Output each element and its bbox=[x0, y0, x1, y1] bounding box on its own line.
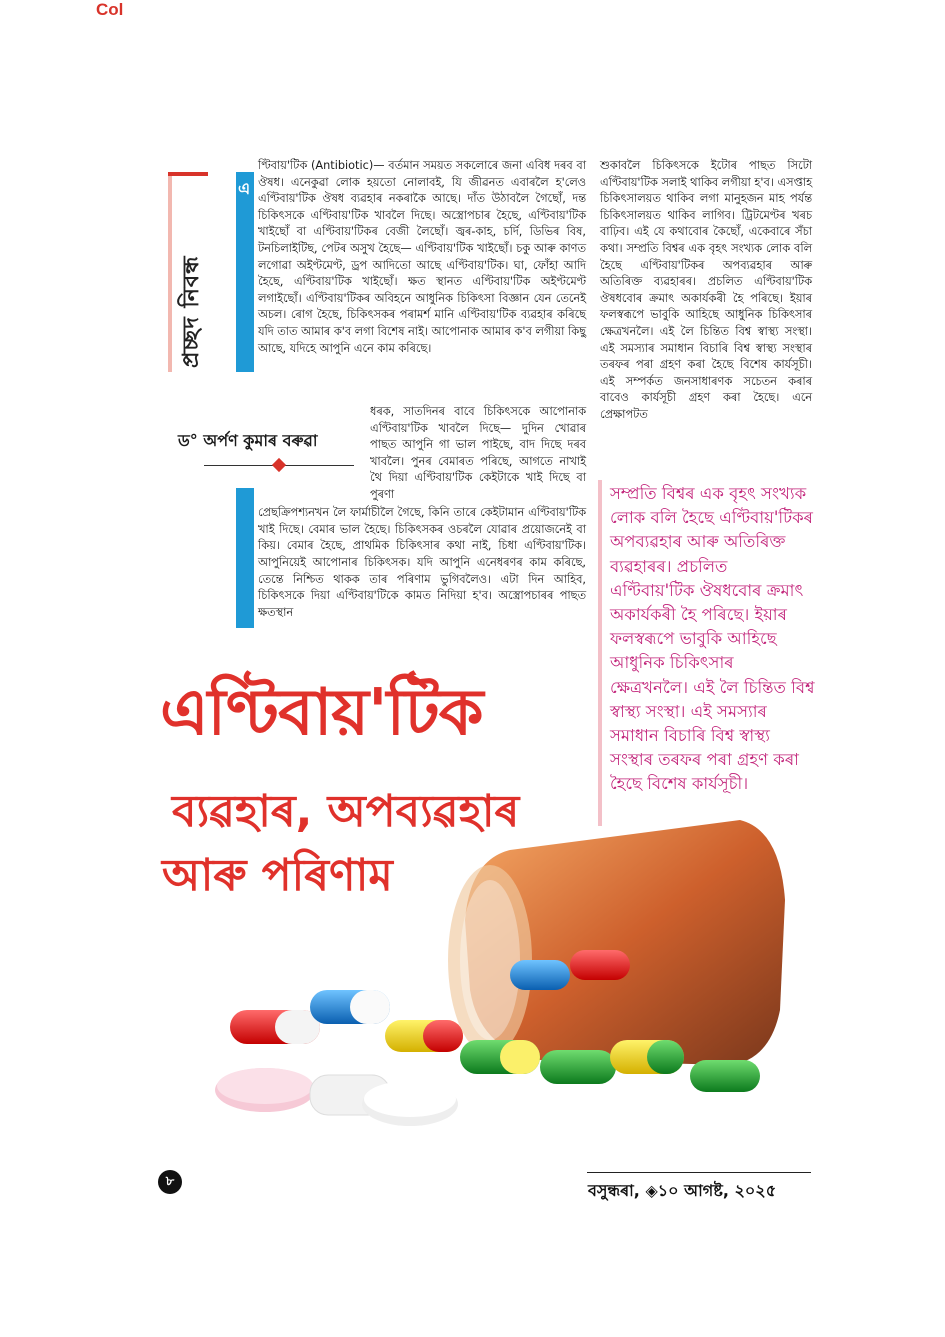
article-column-1-lower bbox=[258, 494, 586, 633]
article-column-1-continued bbox=[370, 404, 586, 504]
section-tag bbox=[168, 172, 208, 372]
bottle-icon bbox=[448, 820, 785, 1065]
pull-quote-rule bbox=[598, 480, 602, 826]
section-tag-rule bbox=[168, 172, 172, 372]
pull-quote bbox=[598, 480, 814, 826]
diamond-icon bbox=[272, 458, 286, 472]
author-byline: ড° অৰ্পণ কুমাৰ বৰুৱা bbox=[178, 431, 318, 450]
accent-bar-bottom bbox=[236, 488, 254, 628]
section-tag-label: প্ৰচ্ছদ নিবন্ধ bbox=[179, 255, 204, 368]
paragraph-continued: ধৰক, সাতদিনৰ বাবে চিকিৎসকে আপোনাক এণ্টিবায়'টিক খাবলৈ দিছে— দুদিন খোৱাৰ পাছত আপুনি গা ভাল পাইছে, বাদ দিছে দৰব খাবলৈ। পুনৰ বেমাৰত পৰিছে, আগতে নাখাই থৈ দিয়া এণ্টিবায়'টিক কেইটাকে খাই দিছে বা পুৰণা bbox=[370, 405, 586, 501]
headline-subtitle-1: ব্যৱহাৰ, অপব্যৱহাৰ bbox=[172, 786, 520, 837]
paragraph-right: শুকাবলৈ চিকিৎসকে ইটোৰ পাছত সিটো এণ্টিবায়'টিক সলাই থাকিব লগীয়া হ'ব। এসপ্তাহ চিকিৎসালয়ত থাকিব লগা মানুহজন মাহ পৰ্যন্ত চিকিৎসালয়ত থাকিব লাগিব। ট্ৰিটমেণ্টৰ খৰচ বাঢ়িব। এই যে কথাবোৰ কৈছোঁ, একেবাৰে সঁচা কথা। সম্প্ৰতি বিশ্বৰ এক বৃহৎ সংখ্যক লোক বলি হৈছে এণ্টিবায়'টিকৰ অপব্যৱহাৰ আৰু অতিৰিক্ত ব্যৱহাৰৰ। প্ৰচলিত এণ্টিবায়'টিক ঔষধবোৰ ক্ৰমাৎ অকাৰ্যকৰী হৈ পৰিছে। ইয়াৰ ফলস্বৰূপে ভাবুকি আহিছে আধুনিক চিকিৎসাৰ ক্ষেত্ৰখনলৈ। এই লৈ চিন্তিত বিশ্ব স্বাস্থ্য সংস্থা। এই সমস্যাৰ সমাধান বিচাৰি বিশ্ব স্বাস্থ্য সংস্থাৰ তৰফৰ পৰা গ্ৰহণ কৰা হৈছে বিশেষ কাৰ্যসূচী। এই সম্পৰ্কত জনসাধাৰণক সচেতন কৰাৰ বাবেও কাৰ্যসূচী গ্ৰহণ কৰা হৈছে। এনে প্ৰেক্ষাপটত bbox=[600, 159, 812, 421]
page-number: ৮ bbox=[158, 1170, 182, 1194]
pull-quote-text: সম্প্ৰতি বিশ্বৰ এক বৃহৎ সংখ্যক লোক বলি হৈছে এণ্টিবায়'টিকৰ অপব্যৱহাৰ আৰু অতিৰিক্ত ব্যৱহাৰৰ। প্ৰচলিত এণ্টিবায়'টিক ঔষধবোৰ ক্ৰমাৎ অকাৰ্যকৰী হৈ পৰিছে। ইয়াৰ ফলস্বৰূপে ভাবুকি আহিছে আধুনিক চিকিৎসাৰ ক্ষেত্ৰখনলৈ। এই লৈ চিন্তিত বিশ্ব স্বাস্থ্য সংস্থা। এই সমস্যাৰ সমাধান বিচাৰি বিশ্ব স্বাস্থ্য সংস্থাৰ তৰফৰ পৰা গ্ৰহণ কৰা হৈছে বিশেষ কাৰ্যসূচী। bbox=[610, 484, 815, 794]
headline-subtitle-2: আৰু পৰিণাম bbox=[162, 850, 393, 901]
drop-cap: এ bbox=[238, 179, 251, 198]
article-column-1 bbox=[258, 158, 586, 357]
headline-title: এণ্টিবায়'টিক bbox=[160, 676, 483, 750]
article-column-3 bbox=[600, 158, 812, 424]
paragraph-intro: ণ্টিবায়'টিক (Antibiotic)— বৰ্তমান সময়ত সকলোৰে জনা এবিধ দৰব বা ঔষধ। এনেকুৱা লোক হয়তো নোলাবই, যি জীৱনত এবাৰলৈ হ'লেও এণ্টিবায়'টিক ঔষধ ব্যৱহাৰ নকৰাকৈ আছে। দাঁত উঠাবলৈ গৈছোঁ, দন্ত চিকিৎসকে এণ্টিবায়'টিক খাবলৈ দিছে। অস্ত্ৰোপচাৰ হৈছে, এণ্টিবায়'টিক খাইছোঁ বা এণ্টিবায়'টিকৰ বেজী লৈছোঁ। জ্বৰ-কাহ, চৰ্দি, ডিভিৰ বিষ, টনচিলাইটিছ, পেটৰ অসুখ হৈছে— এণ্টিবায়'টিক খাইছোঁ। চকু আৰু কাণত লগোৱা অইণ্টমেণ্ট, ড্ৰপ আদিতো আছে এণ্টিবায়'টিক। ঘা, ফোঁহা আদি হৈছে, এণ্টিবায়'টিক খাইছোঁ। ক্ষত স্থানত এণ্টিবায়'টিক অইণ্টমেণ্ট লগাইছোঁ। এণ্টিবায়'টিকৰ অবিহনে আধুনিক চিকিৎসা বিজ্ঞান যেন তেনেই অচল। ৰোগ হৈছে, চিকিৎসকৰ পৰামৰ্শ মানি এণ্টিবায়'টিক ব্যৱহাৰ কৰিছে যদি তাত আমাৰ ক'ব লগা বিশেষ নাই। আপোনাক আমাৰ ক'ব লগীয়া কিছু আছে, যদিহে আপুনি এনে কাম কৰিছে। bbox=[258, 159, 586, 355]
footer-rule bbox=[587, 1172, 811, 1173]
corner-label: Col bbox=[96, 0, 124, 19]
paragraph-lower: প্ৰেছক্ৰিপশ্যনখন লৈ ফাৰ্মাচীলৈ গৈছে, কিনি তাৰে কেইটামান এণ্টিবায়'টিক খাই দিছে। বেমাৰ ভাল হৈছে। চিকিৎসকৰ ওচৰলৈ যোৱাৰ প্ৰয়োজনেই বা কিয়। বেমাৰ হৈছে, প্ৰাথমিক চিকিৎসাৰ কথা নাই, চিধা এণ্টিবায়'টিক। আপুনিয়েই আপোনাৰ চিকিৎসক। যদি আপুনি এনেধৰণৰ কাম কৰিছে, তেন্তে নিশ্চিত থাকক তাৰ পৰিণাম ভুগিবলৈও। এটা দিন আহিব, চিকিৎসকে দিয়া এণ্টিবায়'টিকে কামত নিদিয়া হ'ব। অস্ত্ৰোপচাৰৰ পাছত ক্ষতস্থান bbox=[258, 506, 586, 619]
footer-publication-date: বসুন্ধৰা, ◈১০ আগষ্ট, ২০২৫ bbox=[588, 1181, 777, 1200]
tablet-icon bbox=[215, 1068, 458, 1126]
section-tag-top-rule bbox=[168, 172, 208, 176]
